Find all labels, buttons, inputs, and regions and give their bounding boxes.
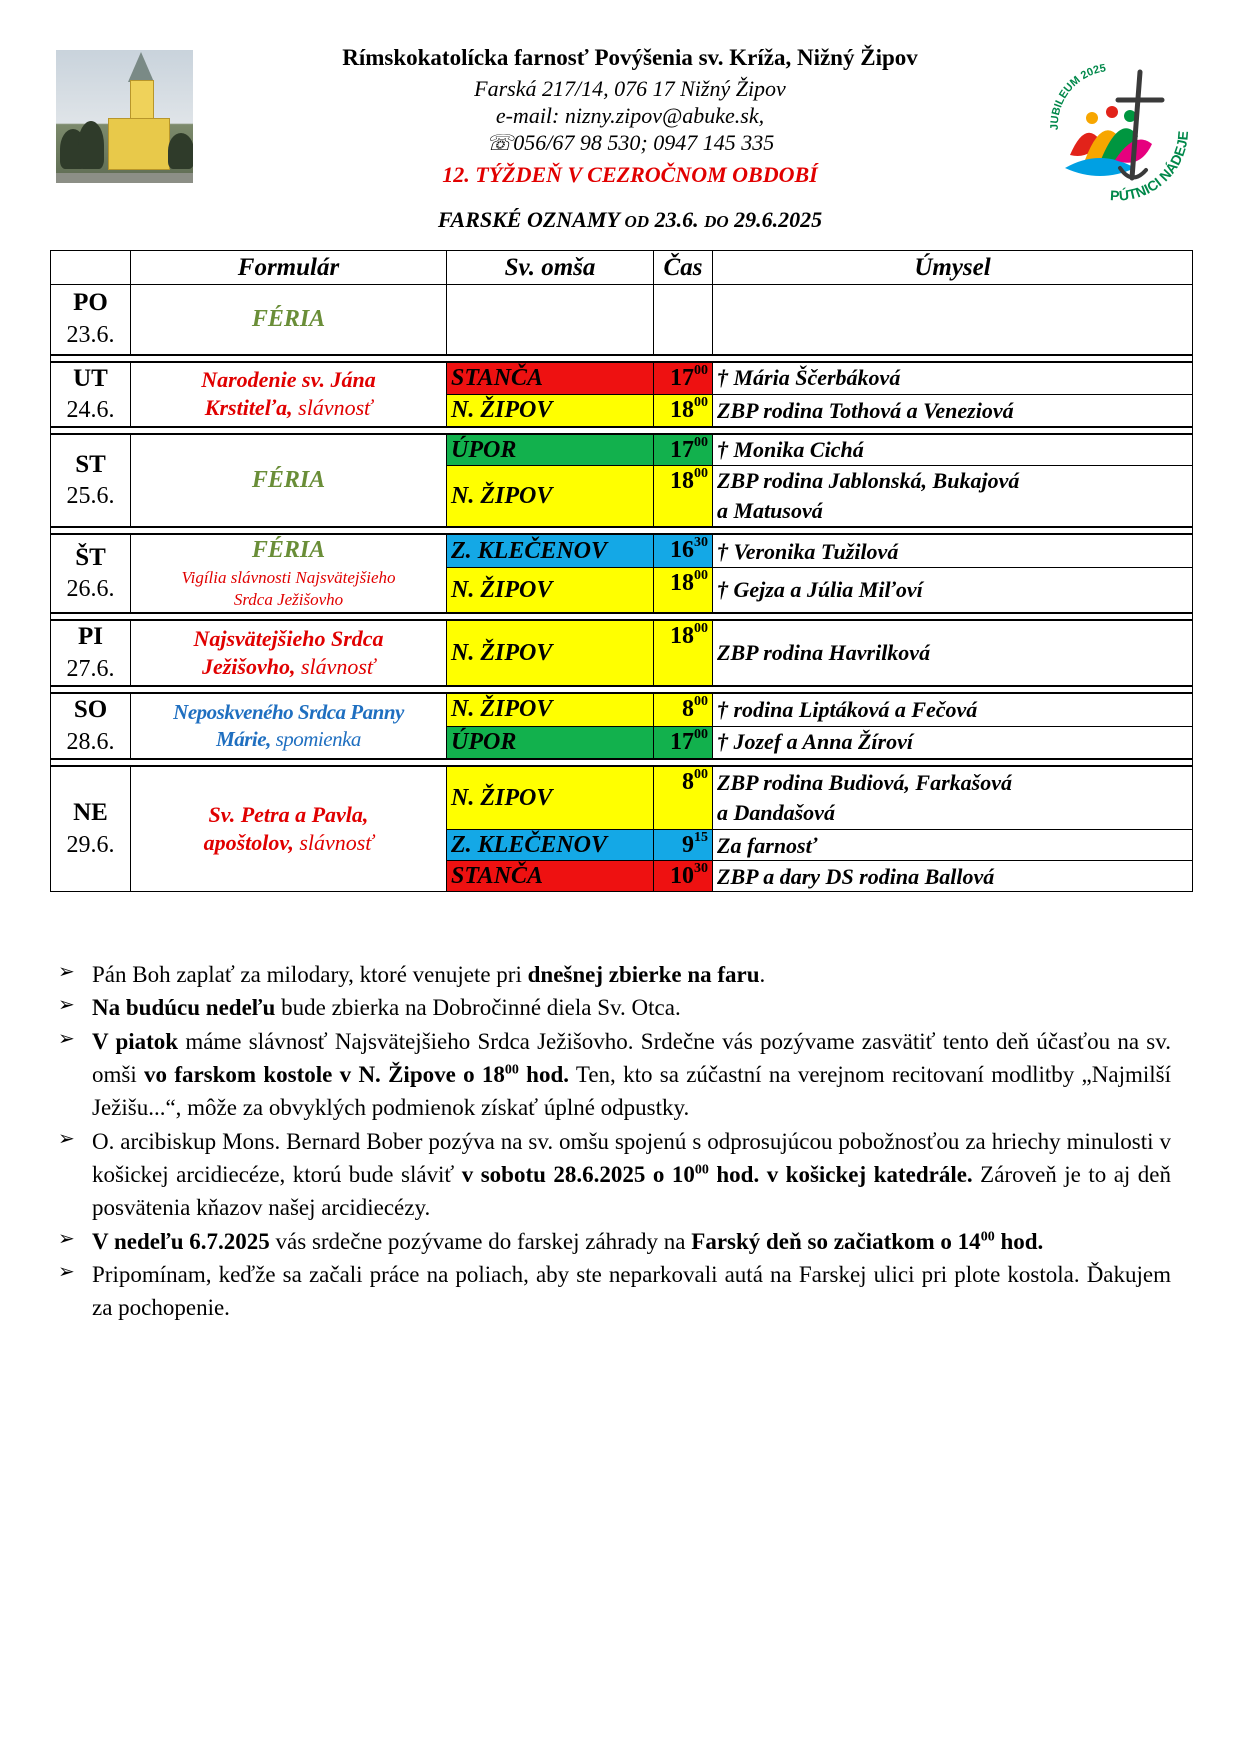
arrow-bullet-icon: ➢ (58, 1127, 75, 1150)
mass-time: $8^{00}$ (654, 766, 713, 830)
svg-text:JUBILEUM 2025 (1049, 62, 1107, 130)
day-cell: ST 25.6. (51, 434, 131, 527)
mass-time: $8^{00}$ (654, 693, 713, 726)
mass-place: N. ŽIPOV (447, 766, 654, 830)
header-time: Čas (654, 251, 713, 285)
week-title: 12. TÝŽDEŇ V CEZROČNOM OBDOBÍ (442, 162, 818, 187)
day-cell: NE 29.6. (51, 766, 131, 892)
day-cell: ŠT 26.6. (51, 534, 131, 613)
parish-email: e-mail: nizny.zipov@abuke.sk, (495, 103, 765, 128)
mass-place: ÚPOR (447, 726, 654, 759)
header-day (51, 251, 131, 285)
mass-time: $17^{00}$ (654, 362, 713, 395)
church-photo (56, 50, 193, 183)
mass-time: $9^{15}$ (654, 830, 713, 861)
mass-time: $17^{00}$ (654, 726, 713, 759)
mass-time: $18^{00}$ (654, 394, 713, 427)
formular-cell: FÉRIA (131, 434, 447, 527)
mass-place: N. ŽIPOV (447, 465, 654, 527)
arrow-bullet-icon: ➢ (58, 961, 75, 983)
day-cell: UT 24.6. (51, 362, 131, 428)
parish-address: Farská 217/14, 076 17 Nižný Žipov (474, 76, 786, 101)
notice-item: ➢ O. arcibiskup Mons. Bernard Bober pozýva na sv. omšu spojenú s odprosujúcou pobožnosťou za hriechy minulosti v košickej arcidiecéze, ktorú bude sláviť v sobotu 28.6.2025 o $10^{00}$ hod. v košickej katedrále. Zároveň je to aj deň posvätenia kňazov našej arcidiecézy. (56, 1125, 1171, 1225)
mass-place: N. ŽIPOV (447, 693, 654, 726)
header-formular: Formulár (131, 251, 447, 285)
mass-intention: † Monika Cichá (713, 434, 1193, 465)
mass-intention: ZBP rodina Jablonská, Bukajová a Matusová (713, 465, 1193, 527)
day-cell: PI 27.6. (51, 620, 131, 686)
arrow-bullet-icon: ➢ (58, 1027, 75, 1050)
mass-intention (713, 285, 1193, 355)
formular-cell: FÉRIA Vigília slávnosti Najsvätejšieho Srdca Ježišovho (131, 534, 447, 613)
arrow-bullet-icon: ➢ (58, 1261, 75, 1284)
formular-cell: Narodenie sv. Jána Krstiteľa, slávnosť (131, 362, 447, 428)
table-header-row (51, 251, 1193, 285)
mass-place: STANČA (447, 362, 654, 395)
day-cell: PO 23.6. (51, 285, 131, 355)
mass-time: $16^{30}$ (654, 534, 713, 568)
mass-place: Z. KLEČENOV (447, 534, 654, 568)
mass-time: $18^{00}$ (654, 568, 713, 613)
logo-ring-text: JUBILEUM 2025 (1048, 62, 1107, 131)
notices-list (56, 958, 1171, 1325)
phone-icon: ☏ (485, 130, 514, 155)
mass-intention: † Gejza a Júlia Miľoví (713, 568, 1193, 613)
mass-intention: † Veronika Tužilová (713, 534, 1193, 568)
parish-name: Rímskokatolícka farnosť Povýšenia sv. Kríža, Nižný Žipov (342, 45, 918, 70)
mass-time (654, 285, 713, 355)
mass-intention: ZBP rodina Tothová a Veneziová (713, 394, 1193, 427)
mass-intention: † Mária Ščerbáková (713, 362, 1193, 395)
jubilee-logo (1040, 60, 1195, 210)
logo-name-text: PÚTNICI NÁDEJE (1109, 130, 1192, 204)
mass-intention: Za farnosť (713, 830, 1193, 861)
mass-place: N. ŽIPOV (447, 620, 654, 686)
notice-item: ➢ V piatok máme slávnosť Najsvätejšieho Srdca Ježišovho. Srdečne vás pozývame zasvätiť tento deň účasťou na sv. omši vo farskom kostole v N. Žipove o $18^{00}$ hod. Ten, kto sa zúčastní na verejnom recitovaní modlitby „Najmilší Ježišu...“, môže za obvyklých podmienok získať úplné odpustky. (56, 1025, 1171, 1125)
notice-item: ➢ Pán Boh zaplať za milodary, ktoré venujete pri dnešnej zbierke na faru. (56, 958, 1171, 991)
table-row (51, 285, 1193, 355)
notice-item: ➢ Pripomínam, keďže sa začali práce na poliach, aby ste neparkovali autá na Farskej ulici pri plote kostola. Ďakujem za pochopenie. (56, 1258, 1171, 1325)
mass-place: N. ŽIPOV (447, 394, 654, 427)
table-row (51, 434, 1193, 465)
table-row (51, 766, 1193, 830)
table-row (51, 362, 1193, 395)
mass-intention: † rodina Liptáková a Fečová (713, 693, 1193, 726)
formular-cell: Neposkveného Srdca Panny Márie, spomienka (131, 693, 447, 759)
formular-cell: Najsvätejšieho Srdca Ježišovho, slávnosť (131, 620, 447, 686)
mass-place: Z. KLEČENOV (447, 830, 654, 861)
table-row (51, 693, 1193, 726)
day-cell: SO 28.6. (51, 693, 131, 759)
mass-time: $17^{00}$ (654, 434, 713, 465)
mass-intention: ZBP rodina Budiová, Farkašová a Dandašová (713, 766, 1193, 830)
mass-place (447, 285, 654, 355)
mass-time: $10^{30}$ (654, 861, 713, 892)
table-row (51, 534, 1193, 568)
mass-place: N. ŽIPOV (447, 568, 654, 613)
parish-phone (220, 130, 1040, 156)
mass-intention: † Jozef a Anna Žíroví (713, 726, 1193, 759)
mass-place: ÚPOR (447, 434, 654, 465)
mass-schedule (50, 250, 1192, 892)
formular-cell: FÉRIA (131, 285, 447, 355)
formular-cell: Sv. Petra a Pavla, apoštolov, slávnosť (131, 766, 447, 892)
notice-item: ➢ V nedeľu 6.7.2025 vás srdečne pozývame do farskej záhrady na Farský deň so začiatkom o $14^{00}$ hod. (56, 1225, 1171, 1258)
mass-intention: ZBP rodina Havrilková (713, 620, 1193, 686)
announcements-title: FARSKÉ OZNAMY OD 23.6. DO 29.6.2025 (437, 207, 823, 232)
arrow-bullet-icon: ➢ (58, 1227, 75, 1250)
mass-intention: ZBP a dary DS rodina Ballová (713, 861, 1193, 892)
mass-time: $18^{00}$ (654, 465, 713, 527)
notice-item: ➢ Na budúcu nedeľu bude zbierka na Dobročinné diela Sv. Otca. (56, 991, 1171, 1024)
table-row (51, 620, 1193, 686)
header-intention: Úmysel (713, 251, 1193, 285)
arrow-bullet-icon: ➢ (58, 994, 75, 1017)
phone-number: 056/67 98 530; 0947 145 335 (513, 130, 775, 155)
mass-time: $18^{00}$ (654, 620, 713, 686)
header-mass: Sv. omša (447, 251, 654, 285)
mass-place: STANČA (447, 861, 654, 892)
